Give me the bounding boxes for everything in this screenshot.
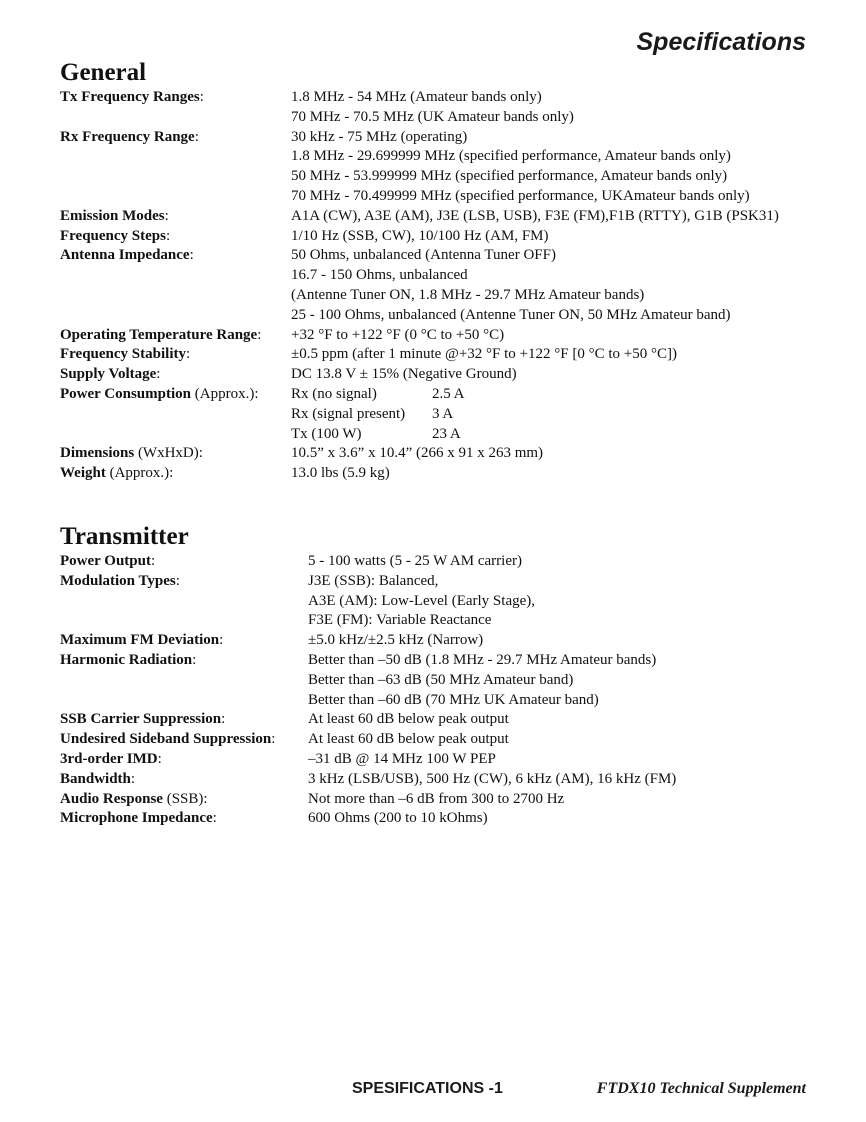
- spec-value: 10.5” x 3.6” x 10.4” (266 x 91 x 263 mm): [291, 445, 544, 462]
- spec-row-operating-temperature: [60, 326, 826, 346]
- spec-row-emission-modes: [60, 207, 826, 227]
- spec-value: DC 13.8 V ± 15% (Negative Ground): [291, 366, 517, 383]
- spec-value: Better than –60 dB (70 MHz UK Amateur band): [308, 691, 599, 708]
- spec-label: Antenna Impedance:: [60, 247, 194, 264]
- spec-label: Harmonic Radiation:: [60, 651, 197, 668]
- spec-values: [308, 750, 826, 770]
- spec-values: [308, 552, 826, 572]
- spec-value: 16.7 - 150 Ohms, unbalanced: [291, 267, 468, 284]
- spec-values: [291, 365, 826, 385]
- spec-value: (Antenne Tuner ON, 1.8 MHz - 29.7 MHz Amateur bands): [291, 286, 645, 303]
- footer-page-label: SPESIFICATIONS -1: [352, 1080, 503, 1097]
- spec-value: 5 - 100 watts (5 - 25 W AM carrier): [308, 553, 522, 569]
- spec-row-bandwidth: [60, 770, 826, 790]
- spec-label: Frequency Steps:: [60, 227, 171, 244]
- spec-row-microphone-impedance: [60, 809, 826, 829]
- spec-values: [291, 246, 826, 325]
- spec-values: [308, 572, 826, 631]
- power-entry: Rx (no signal) 2.5 A: [291, 385, 465, 402]
- spec-row-modulation-types: [60, 572, 826, 631]
- spec-row-sideband-suppression: [60, 730, 826, 750]
- spec-label: Dimensions (WxHxD):: [60, 445, 203, 462]
- spec-value: 30 kHz - 75 MHz (operating): [291, 128, 468, 145]
- spec-values: [291, 207, 826, 227]
- spec-value: At least 60 dB below peak output: [308, 711, 509, 728]
- spec-value: 1.8 MHz - 29.699999 MHz (specified performance, Amateur bands only): [291, 148, 731, 165]
- spec-value: 70 MHz - 70.499999 MHz (specified performance, UKAmateur bands only): [291, 187, 750, 204]
- spec-row-antenna-impedance: [60, 246, 826, 325]
- spec-value: 70 MHz - 70.5 MHz (UK Amateur bands only): [291, 108, 574, 125]
- spec-row-fm-deviation: [60, 631, 826, 651]
- spec-row-dimensions: [60, 444, 826, 464]
- spec-row-frequency-steps: [60, 227, 826, 247]
- spec-value: +32 °F to +122 °F (0 °C to +50 °C): [291, 326, 505, 343]
- spec-value: 1/10 Hz (SSB, CW), 10/100 Hz (AM, FM): [291, 227, 549, 244]
- spec-row-audio-response: [60, 790, 826, 810]
- spec-label: Emission Modes:: [60, 207, 169, 224]
- spec-label: Microphone Impedance:: [60, 810, 217, 827]
- spec-label: Tx Frequency Ranges:: [60, 89, 204, 105]
- spec-row-weight: [60, 464, 826, 484]
- spec-values: [291, 128, 826, 207]
- spec-value: A1A (CW), A3E (AM), J3E (LSB, USB), F3E (FM),F1B (RTTY), G1B (PSK31): [291, 207, 779, 224]
- spec-row-3rd-order-imd: [60, 750, 826, 770]
- spec-value: Better than –50 dB (1.8 MHz - 29.7 MHz Amateur bands): [308, 651, 657, 668]
- spec-values: [291, 444, 826, 464]
- spec-value: 50 Ohms, unbalanced (Antenna Tuner OFF): [291, 247, 556, 264]
- spec-value: 13.0 lbs (5.9 kg): [291, 465, 390, 482]
- spec-value: 1.8 MHz - 54 MHz (Amateur bands only): [291, 89, 542, 105]
- page-title: Specifications: [636, 28, 806, 56]
- spec-values: [291, 326, 826, 346]
- spec-row-rx-frequency: [60, 128, 826, 207]
- power-entry: Rx (signal present) 3 A: [291, 405, 454, 422]
- spec-label: Operating Temperature Range:: [60, 326, 262, 343]
- spec-label: 3rd-order IMD:: [60, 750, 162, 767]
- spec-values: [308, 770, 826, 790]
- spec-value: Better than –63 dB (50 MHz Amateur band): [308, 671, 574, 688]
- spec-row-frequency-stability: [60, 345, 826, 365]
- spec-value: A3E (AM): Low-Level (Early Stage),: [308, 592, 536, 609]
- spec-label: Rx Frequency Range:: [60, 128, 199, 145]
- spec-row-power-consumption: [60, 385, 826, 444]
- general-heading: General: [60, 59, 147, 86]
- spec-value: 600 Ohms (200 to 10 kOhms): [308, 810, 488, 827]
- spec-values: [291, 345, 826, 365]
- spec-label: Power Output:: [60, 553, 156, 569]
- spec-row-tx-frequency: [60, 88, 826, 128]
- spec-values: [291, 227, 826, 247]
- spec-label: Maximum FM Deviation:: [60, 632, 224, 649]
- spec-row-power-output: [60, 552, 826, 572]
- spec-value: J3E (SSB): Balanced,: [308, 572, 439, 589]
- spec-values: [291, 464, 826, 484]
- spec-value: 25 - 100 Ohms, unbalanced (Antenne Tuner ON, 50 MHz Amateur band): [291, 306, 731, 323]
- spec-label: SSB Carrier Suppression:: [60, 711, 226, 728]
- spec-value: F3E (FM): Variable Reactance: [308, 612, 492, 629]
- spec-value: ±5.0 kHz/±2.5 kHz (Narrow): [308, 632, 484, 649]
- transmitter-heading: Transmitter: [60, 523, 189, 550]
- spec-values: [308, 809, 826, 829]
- spec-label: Supply Voltage:: [60, 366, 161, 383]
- spec-label: Bandwidth:: [60, 770, 136, 787]
- spec-label: Undesired Sideband Suppression:: [60, 731, 276, 748]
- general-section: [60, 58, 826, 484]
- spec-values: [308, 710, 826, 730]
- spec-value: At least 60 dB below peak output: [308, 731, 509, 748]
- spec-values: [308, 790, 826, 810]
- spec-values: [291, 88, 826, 128]
- spec-values: [308, 730, 826, 750]
- spec-values: [308, 631, 826, 651]
- spec-value: –31 dB @ 14 MHz 100 W PEP: [308, 750, 496, 767]
- spec-values: [308, 651, 826, 710]
- spec-label: Frequency Stability:: [60, 346, 191, 363]
- spec-value: ±0.5 ppm (after 1 minute @+32 °F to +122 °F [0 °C to +50 °C]): [291, 346, 677, 363]
- spec-row-supply-voltage: [60, 365, 826, 385]
- spec-label: Weight (Approx.):: [60, 465, 174, 482]
- spec-label: Audio Response (SSB):: [60, 790, 208, 807]
- spec-row-harmonic-radiation: [60, 651, 826, 710]
- transmitter-section: [60, 522, 826, 829]
- spec-label: Modulation Types:: [60, 572, 180, 589]
- spec-row-carrier-suppression: [60, 710, 826, 730]
- footer-document-title: FTDX10 Technical Supplement: [596, 1080, 806, 1097]
- spec-label: Power Consumption (Approx.):: [60, 385, 259, 402]
- power-entry: Tx (100 W) 23 A: [291, 425, 461, 442]
- spec-value: 3 kHz (LSB/USB), 500 Hz (CW), 6 kHz (AM), 16 kHz (FM): [308, 770, 677, 787]
- spec-value: Not more than –6 dB from 300 to 2700 Hz: [308, 790, 565, 807]
- spec-values: [291, 385, 826, 444]
- spec-value: 50 MHz - 53.999999 MHz (specified performance, Amateur bands only): [291, 168, 728, 185]
